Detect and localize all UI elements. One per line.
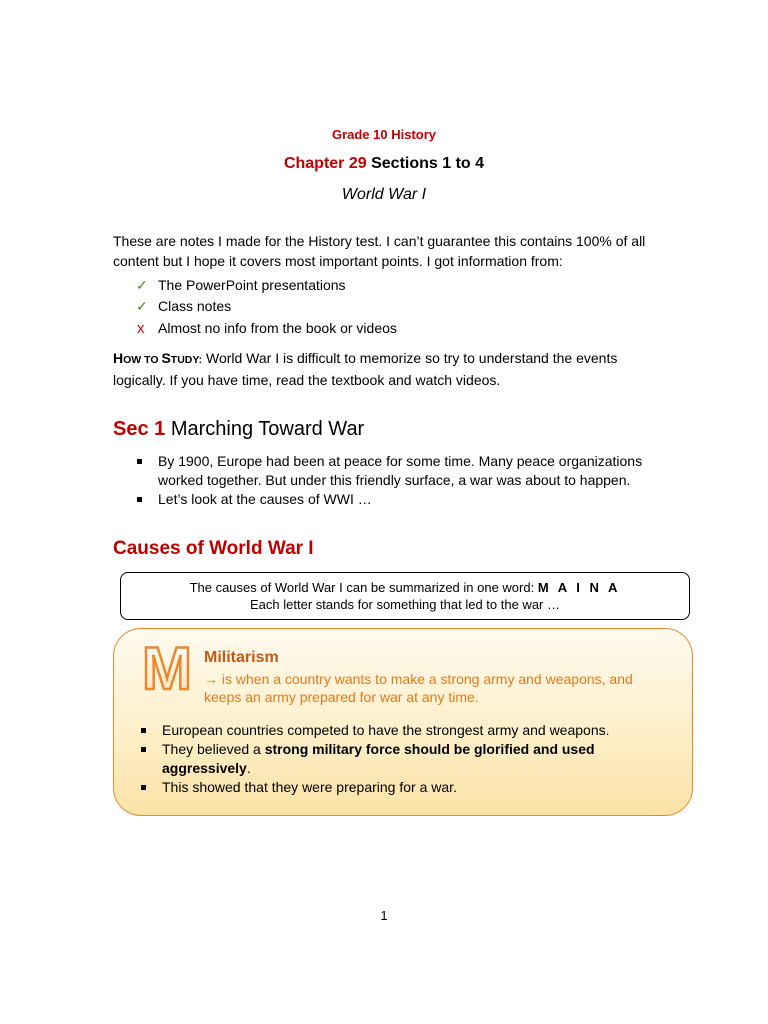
militarism-title: Militarism <box>204 649 279 666</box>
militarism-card <box>113 628 693 816</box>
list-item: Let’s look at the causes of WWI … <box>136 490 656 509</box>
letter-m-glyph: M <box>142 635 192 699</box>
source-text: Class notes <box>158 298 232 314</box>
source-text: Almost no info from the book or videos <box>158 320 397 336</box>
chapter-sections: Sections 1 to 4 <box>371 155 485 172</box>
page-number: 1 <box>380 908 388 923</box>
intro-paragraph: These are notes I made for the History test. I can’t guarantee this contains 100% of all content but I hope it covers most important points. I got information from: <box>113 233 646 269</box>
checkmark-icon: ✓ <box>136 277 148 293</box>
maina-word: M A I N A <box>537 580 621 595</box>
list-item <box>136 298 656 320</box>
list-item <box>136 320 656 336</box>
section-title: Marching Toward War <box>165 418 365 440</box>
section1-bullets <box>136 452 656 509</box>
list-item <box>136 277 656 298</box>
source-text: The PowerPoint presentations <box>158 277 346 293</box>
chapter-heading <box>0 155 768 173</box>
letter-m-icon <box>141 629 193 699</box>
study-tip-text: World War I is difficult to memorize so try to understand the events logically. If you have time, read the textbook and watch videos. <box>113 350 618 388</box>
maina-line2: Each letter stands for something that led to the war … <box>250 597 560 612</box>
page-subtitle: World War I <box>341 186 427 203</box>
list-item: This showed that they were preparing for a war. <box>140 778 670 797</box>
militarism-definition: → is when a country wants to make a strong army and weapons, and keeps an army prepared for war at any time. <box>204 671 633 705</box>
source-list <box>136 277 656 336</box>
causes-heading: Causes of World War I <box>113 538 314 559</box>
maina-line1: The causes of World War I can be summarized in one word: M A I N A <box>189 580 621 595</box>
cross-icon: x <box>137 320 145 337</box>
chapter-label: Chapter 29 <box>283 155 367 172</box>
grade-label: Grade 10 History <box>331 127 437 142</box>
list-item: By 1900, Europe had been at peace for some time. Many peace organizations worked together. But under this friendly surface, a war was about to happen. <box>136 452 656 490</box>
list-item: They believed a strong military force should be glorified and used aggressively. <box>140 740 670 778</box>
study-tip-label: HOW TO STUDY: <box>113 350 203 366</box>
checkmark-icon: ✓ <box>136 298 148 314</box>
list-item: European countries competed to have the strongest army and weapons. <box>140 721 670 740</box>
maina-summary-box <box>120 572 690 620</box>
study-tip-paragraph <box>113 348 658 390</box>
section-label: Sec 1 <box>113 418 166 440</box>
militarism-bullets <box>140 721 670 797</box>
section-heading <box>113 418 364 441</box>
